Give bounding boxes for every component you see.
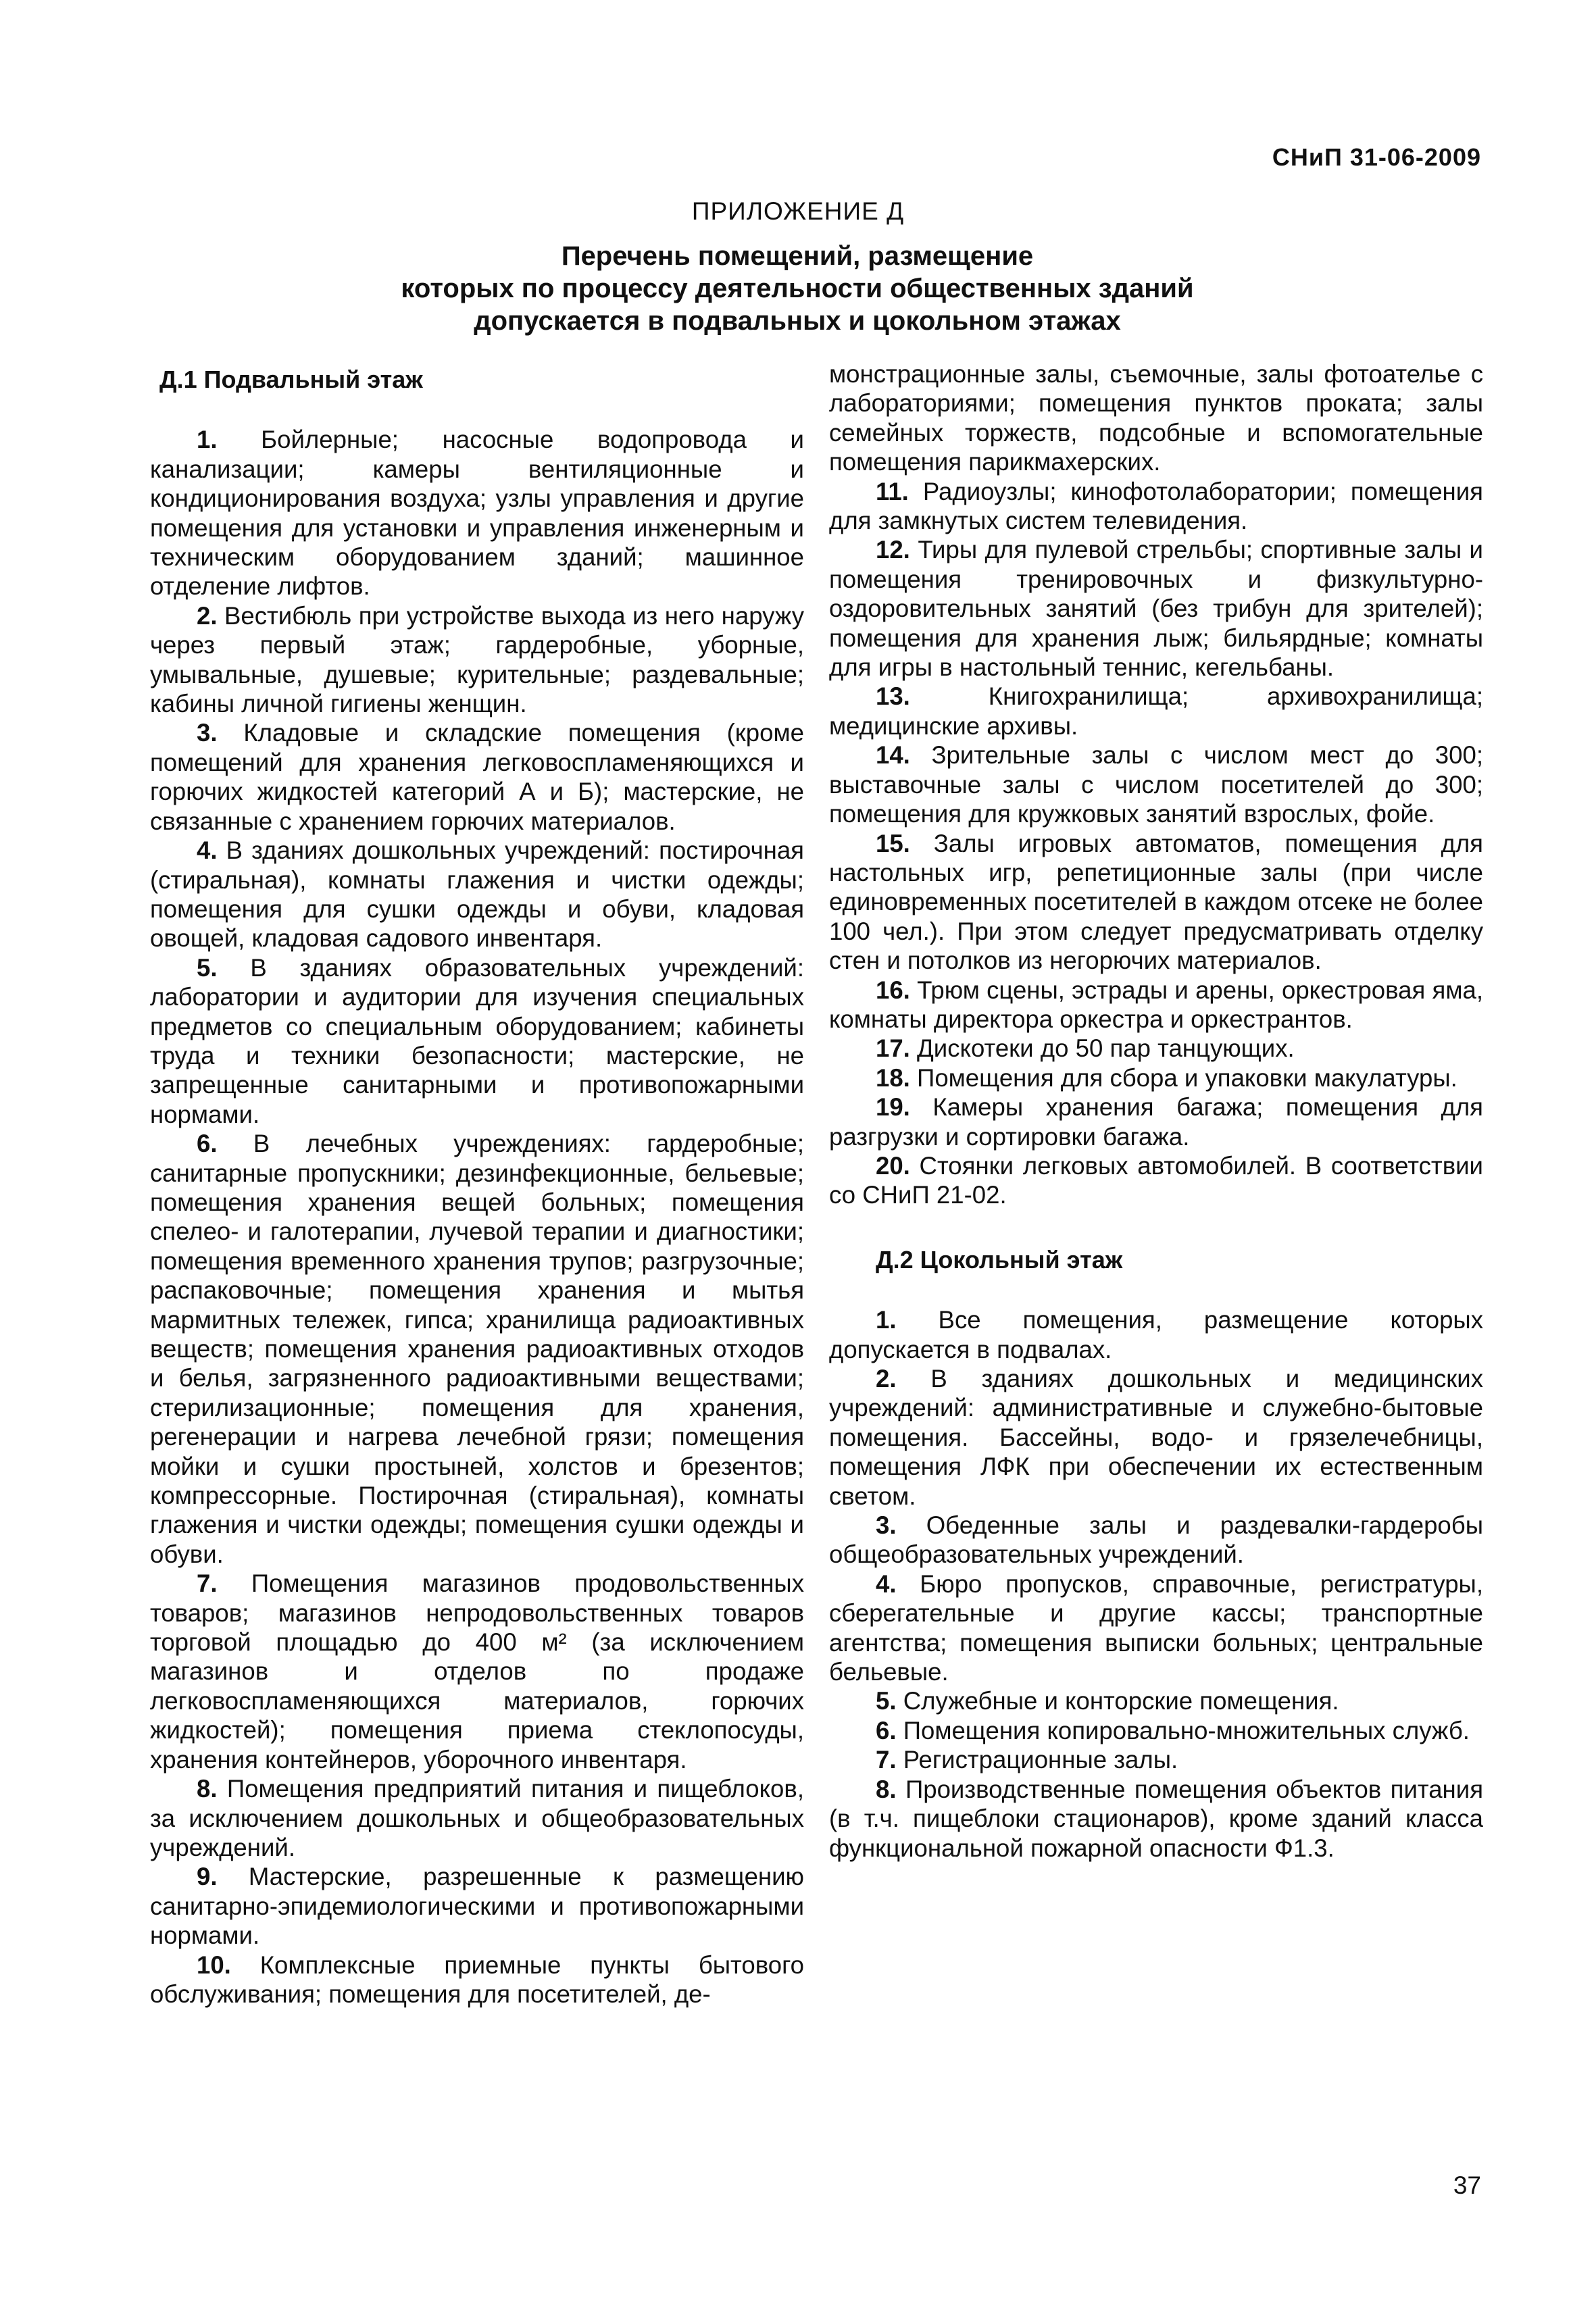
item-text: Камеры хранения багажа; помещения для разгрузки и сортировки багажа. — [829, 1093, 1483, 1151]
list-item — [150, 1862, 804, 1950]
list-item — [829, 1063, 1483, 1092]
item-text: Помещения для сбора и упаковки макулатуры. — [917, 1063, 1457, 1092]
basement-items-list-continued — [829, 477, 1483, 1210]
list-item — [829, 1686, 1483, 1715]
item-number: 8. — [197, 1775, 218, 1803]
item-text: Трюм сцены, эстрады и арены, оркестровая яма, комнаты директора оркестра и оркестрантов. — [829, 976, 1484, 1033]
item-text: Комплексные приемные пункты бытового обслуживания; помещения для посетителей, де- — [150, 1951, 804, 2008]
item-number: 13. — [876, 682, 910, 711]
list-item — [150, 1951, 804, 2009]
item-number: 5. — [197, 953, 218, 982]
right-column — [829, 359, 1483, 1863]
item-text: Регистрационные залы. — [903, 1746, 1178, 1774]
item-number: 4. — [197, 836, 218, 865]
page-title — [243, 240, 1351, 337]
item-number: 3. — [197, 719, 218, 747]
list-item — [150, 953, 804, 1129]
item-text: Обеденные залы и раздевалки-гардеробы общеобразовательных учреждений. — [829, 1511, 1483, 1569]
item-text: Служебные и конторские помещения. — [903, 1687, 1339, 1715]
item-text: Мастерские, разрешенные к размещению санитарно-эпидемиологическими и противопожарными нормами. — [150, 1863, 804, 1950]
list-item — [829, 1305, 1483, 1364]
item-number: 12. — [876, 536, 910, 564]
title-line: допускается в подвальных и цокольном этажах — [474, 306, 1121, 336]
item-text: В зданиях дошкольных и медицинских учреждений: административные и служебно-бытовые помещения. Бассейны, водо- и грязелечебницы, помещения ЛФК при обеспечении их естественным светом. — [829, 1365, 1483, 1510]
list-item — [150, 836, 804, 953]
list-item — [829, 1364, 1483, 1511]
item-number: 15. — [876, 829, 910, 857]
item-number: 1. — [197, 426, 218, 454]
item-number: 7. — [197, 1569, 218, 1598]
list-item — [829, 829, 1483, 976]
page-number: 37 — [1453, 2171, 1481, 2199]
list-item — [829, 1745, 1483, 1774]
title-line: Перечень помещений, размещение — [561, 241, 1034, 271]
item-text: Производственные помещения объектов питания (в т.ч. пищеблоки стационаров), кроме зданий класса функциональной пожарной опасности Ф1.3. — [829, 1775, 1483, 1862]
section-heading-basement: Д.1 Подвальный этаж — [159, 366, 423, 393]
appendix-label: ПРИЛОЖЕНИЕ Д — [691, 197, 905, 225]
item-number: 18. — [876, 1063, 910, 1092]
item-text: Бюро пропусков, справочные, регистратуры, сберегательные и другие кассы; транспортные агентства; помещения выписки больных; центральные бельевые. — [829, 1569, 1483, 1686]
list-item — [150, 1129, 804, 1569]
item-number: 19. — [876, 1093, 910, 1122]
list-item — [829, 1569, 1483, 1687]
left-column — [150, 365, 804, 2009]
item-number: 17. — [876, 1034, 910, 1063]
item-number: 2. — [876, 1365, 897, 1392]
item-number: 14. — [876, 741, 910, 770]
section-heading-ground-floor: Д.2 Цокольный этаж — [876, 1245, 1123, 1274]
list-item — [829, 976, 1483, 1034]
list-item — [829, 1092, 1483, 1151]
item-text: Зрительные залы с числом мест до 300; выставочные залы с числом посетителей до 300; помещения для кружковых занятий взрослых, фойе. — [829, 741, 1483, 828]
list-item — [150, 601, 804, 719]
list-item — [829, 740, 1483, 828]
list-item — [829, 535, 1483, 682]
item-text: Помещения магазинов продовольственных товаров; магазинов непродовольственных товаров торговой площадью до 400 м² (за исключением магазинов и отделов по продаже легковоспламеняющихся материалов, горючих жидкостей); помещения приема стеклопосуды, хранения контейнеров, уборочного инвентаря. — [150, 1569, 804, 1774]
item-text: Помещения предприятий питания и пищеблоков, за исключением дошкольных и общеобразовательных учреждений. — [150, 1775, 804, 1861]
item-text: Дискотеки до 50 пар танцующих. — [917, 1034, 1295, 1063]
item-text: Тиры для пулевой стрельбы; спортивные залы и помещения тренировочных и физкультурно-оздоровительных занятий (без трибун для зрителей); помещения для хранения лыж; бильярдные; комнаты для игры в настольный теннис, кегельбаны. — [829, 536, 1483, 682]
item-text: Вестибюль при устройстве выхода из него наружу через первый этаж; гардеробные, уборные, умывальные, душевые; курительные; раздевальные; кабины личной гигиены женщин. — [150, 601, 804, 718]
list-item — [829, 477, 1483, 536]
list-item — [829, 1034, 1483, 1063]
item-number: 4. — [876, 1569, 897, 1598]
item-text: Радиоузлы; кинофотолаборатории; помещения для замкнутых систем телевидения. — [829, 477, 1483, 535]
list-item — [829, 1151, 1483, 1210]
basement-items-list — [150, 425, 804, 2009]
item-number: 1. — [876, 1306, 897, 1334]
item-text: Бойлерные; насосные водопровода и канализации; камеры вентиляционные и кондиционирования воздуха; узлы управления и другие помещения для установки и управления инженерным и техническим оборудованием зданий; машинное отделение лифтов. — [150, 426, 804, 601]
item-number: 5. — [876, 1687, 897, 1715]
continued-paragraph: монстрационные залы, съемочные, залы фотоателье с лабораториями; помещения пунктов проката; залы семейных торжеств, подсобные и вспомогательные помещения парикмахерских. — [829, 360, 1483, 476]
item-number: 20. — [876, 1151, 910, 1180]
item-number: 6. — [197, 1130, 218, 1158]
list-item — [150, 1774, 804, 1862]
item-text: Книгохранилища; архивохранилища; медицинские архивы. — [829, 682, 1483, 740]
document-code: СНиП 31-06-2009 — [1272, 143, 1481, 171]
list-item — [829, 1716, 1483, 1745]
item-number: 2. — [197, 601, 218, 630]
item-text: В зданиях образовательных учреждений: лаборатории и аудитории для изучения специальных предметов со специальным оборудованием; кабинеты труда и техники безопасности; мастерские, не запрещенные санитарными и противопожарными нормами. — [150, 953, 804, 1128]
list-item — [829, 1511, 1483, 1569]
ground-floor-items-list — [829, 1305, 1483, 1863]
item-text: Все помещения, размещение которых допускается в подвалах. — [829, 1306, 1483, 1363]
item-number: 10. — [197, 1951, 231, 1979]
item-text: В зданиях дошкольных учреждений: постирочная (стиральная), комнаты глажения и чистки одежды; помещения для сушки одежды и обуви, кладовая овощей, кладовая садового инвентаря. — [150, 836, 804, 953]
item-text: Кладовые и складские помещения (кроме помещений для хранения легковоспламеняющихся и горючих жидкостей категорий А и Б); мастерские, не связанные с хранением горючих материалов. — [150, 719, 804, 835]
item-number: 8. — [876, 1775, 897, 1803]
item-number: 7. — [876, 1746, 897, 1774]
title-line: которых по процессу деятельности общественных зданий — [401, 274, 1194, 303]
item-text: Стоянки легковых автомобилей. В соответствии со СНиП 21-02. — [829, 1151, 1483, 1209]
item-number: 11. — [876, 477, 909, 505]
item-number: 3. — [876, 1511, 897, 1540]
list-item — [150, 425, 804, 601]
item-number: 6. — [876, 1716, 897, 1744]
list-item — [150, 1569, 804, 1774]
item-number: 9. — [197, 1863, 218, 1891]
list-item — [829, 682, 1483, 740]
item-text: В лечебных учреждениях: гардеробные; санитарные пропускники; дезинфекционные, бельевые; помещения хранения вещей больных; помещения спелео- и галотерапии, лучевой терапии и диагностики; помещения временного хранения трупов; разгрузочные; распаковочные; помещения хранения и мытья мармитных тележек, гипса; хранилища радиоактивных веществ; помещения хранения радиоактивных отходов и белья, загрязненного радиоактивными веществами; стерилизационные; помещения для хранения, регенерации и нагрева лечебной грязи; помещения мойки и сушки простыней, холстов и брезентов; компрессорные. Постирочная (стиральная), комнаты глажения и чистки одежды; помещения сушки одежды и обуви. — [150, 1130, 804, 1568]
item-text: Залы игровых автоматов, помещения для настольных игр, репетиционные залы (при числе единовременных посетителей в каждом отсеке не более 100 чел.). При этом следует предусматривать отделку стен и потолков из негорючих материалов. — [829, 829, 1483, 975]
list-item — [829, 1775, 1483, 1863]
list-item — [150, 718, 804, 836]
item-number: 16. — [876, 976, 910, 1004]
item-text: Помещения копировально-множительных служб. — [903, 1716, 1470, 1744]
